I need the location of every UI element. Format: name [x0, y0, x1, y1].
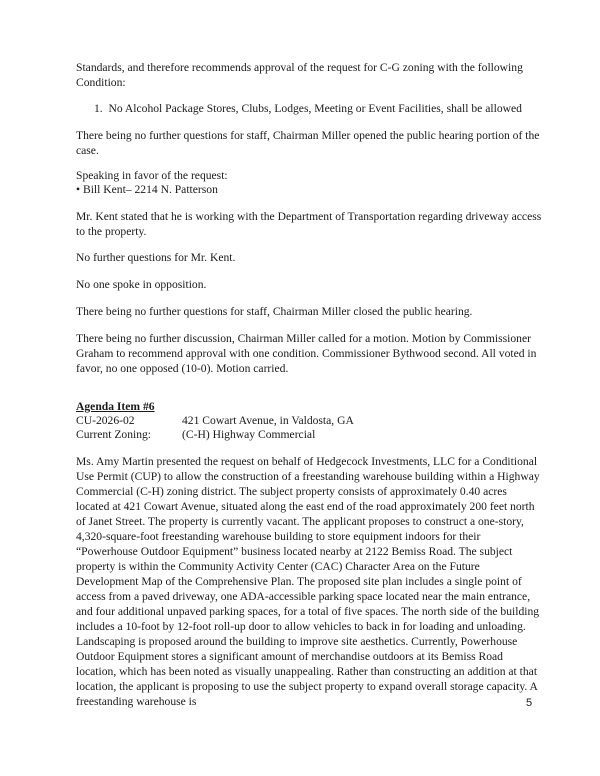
paragraph-no-opposition: No one spoke in opposition.: [76, 278, 207, 291]
speaker-bullet: • Bill Kent– 2214 N. Patterson: [76, 183, 218, 196]
agenda-row-zoning: [76, 427, 315, 442]
paragraph-hearing-opened: There being no further questions for staff, Chairman Miller opened the public hearing portion of the case.: [76, 129, 540, 157]
agenda-row-value: 421 Cowart Avenue, in Valdosta, GA: [182, 414, 354, 427]
paragraph-hearing-closed: There being no further questions for staff, Chairman Miller closed the public hearing.: [76, 305, 473, 318]
paragraph-recommendation: Standards, and therefore recommends approval of the request for C-G zoning with the following Condition:: [76, 61, 523, 89]
agenda-item-body: Ms. Amy Martin presented the request on behalf of Hedgecock Investments, LLC for a Conditional Use Permit (CUP) to allow the construction of a freestanding warehouse building within a Highway Commercial (C-H) zoning district. The subject property consists of approximately 0.40 acres located at 421 Cowart Avenue, situated along the east end of the road approximately 200 feet north of Janet Street. The property is currently vacant. The applicant proposes to construct a one-story, 4,320-square-foot freestanding warehouse building to store equipment indoors for their “Powerhouse Outdoor Equipment” business located nearby at 2122 Bemiss Road. The subject property is within the Community Activity Center (CAC) Character Area on the Future Development Map of the Comprehensive Plan. The proposed site plan includes a single point of access from a paved driveway, one ADA-accessible parking space located near the main entrance, and four additional unpaved parking spaces, for a total of five spaces. The north side of the building includes a 10-foot by 12-foot roll-up door to allow vehicles to back in for loading and unloading. Landscaping is proposed around the building to improve site aesthetics. Currently, Powerhouse Outdoor Equipment stores a significant amount of merchandise outdoors at its Bemiss Road location, which has been noted as visually unappealing. Rather than constructing an addition at that location, the applicant is proposing to use the subject property to expand overall storage capacity. A freestanding warehouse is: [76, 455, 540, 708]
page-number: 5: [526, 697, 533, 709]
paragraph-kent-statement: Mr. Kent stated that he is working with the Department of Transportation regarding driveway access to the property.: [76, 210, 542, 238]
paragraph-no-further-questions: No further questions for Mr. Kent.: [76, 251, 236, 264]
speaking-in-favor-label: Speaking in favor of the request:: [76, 169, 228, 182]
paragraph-motion: There being no further discussion, Chairman Miller called for a motion. Motion by Commissioner Graham to recommend approval with one condition. Commissioner Bythwood second. All voted in favor, no one opposed (10-0). Motion carried.: [76, 332, 537, 375]
agenda-row-case: [76, 413, 354, 428]
agenda-row-value: (C-H) Highway Commercial: [182, 428, 316, 441]
agenda-row-key: CU-2026-02: [76, 414, 135, 427]
condition-list-item: 1. No Alcohol Package Stores, Clubs, Lodges, Meeting or Event Facilities, shall be allowed: [94, 102, 522, 115]
agenda-row-key: Current Zoning:: [76, 428, 152, 441]
agenda-item-title: Agenda Item #6: [76, 400, 155, 413]
